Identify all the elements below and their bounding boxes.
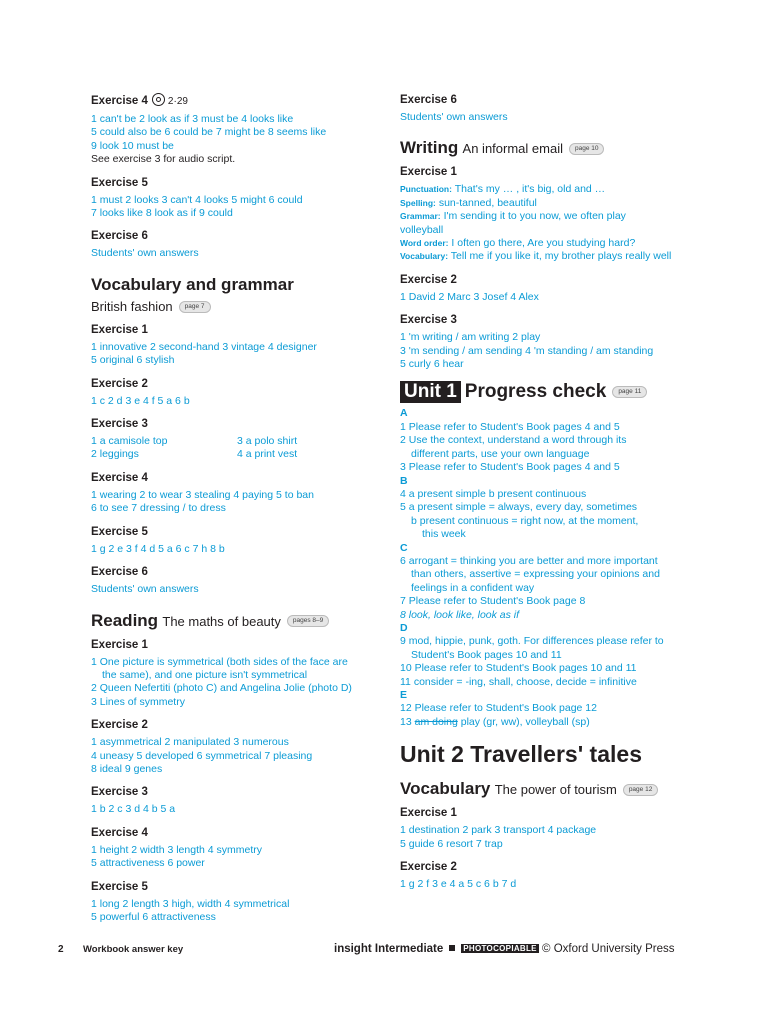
audio-cd-icon <box>152 93 165 106</box>
answer-text: play (gr, ww), volleyball (sp) <box>460 715 590 728</box>
answer-line: 12 Please refer to Student's Book page 12 <box>400 702 597 715</box>
group-letter: B <box>400 474 408 487</box>
answer-line: 3 'm sending / am sending 4 'm standing / am standing <box>400 344 654 357</box>
answer-line: 5 guide 6 resort 7 trap <box>400 837 503 850</box>
rd-exercise-2 <box>91 718 383 776</box>
page-tag: pages 8–9 <box>287 615 329 627</box>
section-writing <box>400 138 700 159</box>
answer-line: 1 c 2 d 3 e 4 f 5 a 6 b <box>91 394 190 407</box>
exercise-heading: Exercise 3 <box>91 418 148 431</box>
answer-line: 4 uneasy 5 developed 6 symmetrical 7 pleasing <box>91 749 313 762</box>
section-title: Vocabulary and grammar <box>91 274 294 294</box>
photocopiable-badge: PHOTOCOPIABLE <box>463 944 537 953</box>
wr-exercise-1 <box>400 165 700 263</box>
answer-line: 1 Please refer to Student's Book pages 4 and 5 <box>400 420 620 433</box>
exercise-heading: Exercise 3 <box>400 314 457 327</box>
page-footer <box>58 944 688 960</box>
answer-line: 1 height 2 width 3 length 4 symmetry <box>91 843 263 856</box>
section-subtitle: The maths of beauty <box>162 613 281 629</box>
answer-text: That's my … , it's big, old and … <box>454 183 606 196</box>
rd-exercise-5 <box>91 880 383 925</box>
keyword: Punctuation: <box>400 184 452 195</box>
page-tag: page 10 <box>569 143 605 155</box>
section-subtitle: British fashion <box>91 298 173 314</box>
exercise-6 <box>91 229 383 260</box>
exercise-heading: Exercise 1 <box>91 323 148 336</box>
exercise-heading: Exercise 4 <box>91 95 148 107</box>
rd-exercise-4 <box>91 826 383 871</box>
page-tag: page 7 <box>179 301 211 313</box>
answer-line: 6 arrogant = thinking you are better and more important <box>400 554 658 567</box>
answer-line: 5 attractiveness 6 power <box>91 857 205 870</box>
progress-check-answers <box>400 407 700 729</box>
answer-line: 1 'm writing / am writing 2 play <box>400 331 541 344</box>
answer-line: 5 powerful 6 attractiveness <box>91 910 216 923</box>
answer-line: than others, assertive = expressing your opinions and <box>411 568 660 581</box>
answer-number: 13 <box>400 715 412 728</box>
section-progress-check <box>400 381 700 403</box>
answer-line: 7 looks like 8 look as if 9 could <box>91 207 233 220</box>
answer-line: 8 ideal 9 genes <box>91 762 163 775</box>
answer-line: Students' own answers <box>91 583 199 596</box>
answer-line: 1 wearing 2 to wear 3 stealing 4 paying 5 to ban <box>91 488 314 501</box>
answer-line: 1 g 2 e 3 f 4 d 5 a 6 c 7 h 8 b <box>91 542 225 555</box>
exercise-heading: Exercise 1 <box>91 638 148 651</box>
exercise-heading: Exercise 1 <box>400 166 457 179</box>
exercise-heading: Exercise 4 <box>91 471 148 484</box>
answer-line: 1 can't be 2 look as if 3 must be 4 looks like <box>91 113 294 125</box>
answer-line: 5 original 6 stylish <box>91 354 175 367</box>
group-letter: E <box>400 689 408 701</box>
section-title: Reading <box>91 610 159 630</box>
vg-exercise-3 <box>91 417 383 462</box>
answer-line: 11 consider = -ing, shall, choose, decide = infinitive <box>400 675 637 688</box>
answer-line: 1 innovative 2 second-hand 3 vintage 4 designer <box>91 340 317 353</box>
unit-2-title: Unit 2 Travellers' tales <box>400 741 642 768</box>
section-subtitle: An informal email <box>462 141 563 157</box>
section-title: Progress check <box>464 381 607 403</box>
section-vocabulary <box>400 779 700 800</box>
answer-line: 2 Use the context, understand a word through its <box>400 434 627 447</box>
voc-exercise-2 <box>400 860 700 891</box>
page-number: 2 <box>58 944 64 955</box>
answer-line: this week <box>422 528 466 541</box>
vg-exercise-4 <box>91 471 383 516</box>
answer-line: 1 One picture is symmetrical (both sides of the face are <box>91 655 348 668</box>
exercise-heading: Exercise 2 <box>91 719 148 732</box>
audio-track: 2·29 <box>167 96 188 107</box>
answer-line: b present continuous = right now, at the moment, <box>411 514 639 527</box>
exercise-heading: Exercise 2 <box>400 861 457 874</box>
page-tag: page 12 <box>623 784 659 796</box>
keyword: Grammar: <box>400 211 441 222</box>
answer-line: 9 look 10 must be <box>91 139 174 152</box>
answer-line: Student's Book pages 10 and 11 <box>411 648 562 661</box>
answer-line: 10 Please refer to Student's Book pages 10 and 11 <box>400 662 637 675</box>
answer-line: 1 David 2 Marc 3 Josef 4 Alex <box>400 290 539 303</box>
answer-line: 1 asymmetrical 2 manipulated 3 numerous <box>91 736 289 749</box>
section-reading <box>91 611 383 632</box>
answer-line: 3 a polo shirt <box>237 435 298 448</box>
answer-line: 1 must 2 looks 3 can't 4 looks 5 might 6 could <box>91 193 303 206</box>
left-column <box>91 93 383 933</box>
exercise-heading: Exercise 1 <box>400 807 457 820</box>
answer-line: 2 leggings <box>91 448 139 461</box>
keyword: Spelling: <box>400 197 436 208</box>
wr-exercise-2 <box>400 273 700 304</box>
exercise-5 <box>91 176 383 221</box>
exercise-4 <box>91 93 383 167</box>
exercise-heading: Exercise 3 <box>91 786 148 799</box>
rd-exercise-3 <box>91 785 383 816</box>
voc-exercise-1 <box>400 806 700 851</box>
exercise-heading: Exercise 4 <box>91 826 148 839</box>
answer-line: 5 could also be 6 could be 7 might be 8 seems like <box>91 126 327 139</box>
answer-line: 1 long 2 length 3 high, width 4 symmetrical <box>91 897 290 910</box>
answer-line: 3 Lines of symmetry <box>91 695 185 708</box>
section-title: Vocabulary <box>400 779 491 799</box>
answer-text: I'm sending it to you now, we often play <box>443 210 626 223</box>
answer-line: 4 a print vest <box>237 448 298 461</box>
answer-line: different parts, use your own language <box>411 447 590 460</box>
struck-text: am doing <box>414 715 458 728</box>
unit-label: Unit 1 <box>400 381 461 403</box>
square-bullet-icon <box>449 945 455 951</box>
answer-line: 7 Please refer to Student's Book page 8 <box>400 595 586 608</box>
answer-line: the same), and one picture isn't symmetrical <box>102 668 308 681</box>
vg-exercise-1 <box>91 323 383 368</box>
answer-line: 1 destination 2 park 3 transport 4 package <box>400 824 597 837</box>
answer-line: 4 a present simple b present continuous <box>400 487 587 500</box>
answer-line: volleyball <box>400 223 444 236</box>
footer-key-label: Workbook answer key <box>83 944 184 955</box>
answer-line: 8 look, look like, look as if <box>400 608 520 621</box>
answer-line: 1 g 2 f 3 e 4 a 5 c 6 b 7 d <box>400 878 517 891</box>
keyword: Word order: <box>400 238 449 249</box>
section-title: Writing <box>400 138 459 158</box>
exercise-heading: Exercise 5 <box>91 525 148 538</box>
answer-line: Students' own answers <box>91 247 199 260</box>
answer-line: Students' own answers <box>400 111 508 123</box>
answer-line: 3 Please refer to Student's Book pages 4 and 5 <box>400 461 620 474</box>
exercise-heading: Exercise 6 <box>400 94 457 106</box>
section-vocabulary-grammar <box>91 275 383 317</box>
group-letter: C <box>400 541 408 554</box>
exercise-heading: Exercise 2 <box>400 273 457 286</box>
brand-name: insight Intermediate <box>334 943 444 955</box>
wr-exercise-3 <box>400 313 700 371</box>
answer-text: Tell me if you like it, my brother plays really well <box>450 250 672 263</box>
answer-line: 2 Queen Nefertiti (photo C) and Angelina Jolie (photo D) <box>91 682 352 695</box>
answer-line: 5 a present simple = always, every day, sometimes <box>400 501 638 514</box>
answer-line: 1 a camisole top <box>91 435 168 448</box>
answer-line: feelings in a confident way <box>411 581 535 594</box>
exercise-6 <box>400 93 700 124</box>
section-subtitle: The power of tourism <box>494 782 617 798</box>
vg-exercise-5 <box>91 525 383 556</box>
rd-exercise-1 <box>91 638 383 710</box>
exercise-heading: Exercise 2 <box>91 377 148 390</box>
right-column <box>400 93 700 900</box>
answer-line: 9 mod, hippie, punk, goth. For differences please refer to <box>400 635 664 648</box>
keyword: Vocabulary: <box>400 251 449 262</box>
answer-line: 6 to see 7 dressing / to dress <box>91 502 226 515</box>
exercise-heading: Exercise 5 <box>91 176 148 189</box>
exercise-heading: Exercise 5 <box>91 880 148 893</box>
answer-line: 5 curly 6 hear <box>400 358 464 371</box>
answer-text: I often go there, Are you studying hard? <box>451 237 636 250</box>
note: See exercise 3 for audio script. <box>91 153 236 166</box>
exercise-heading: Exercise 6 <box>91 566 148 579</box>
group-letter: A <box>400 407 408 420</box>
page-tag: page 11 <box>612 386 647 398</box>
vg-exercise-2 <box>91 377 383 408</box>
exercise-heading: Exercise 6 <box>91 230 148 243</box>
answer-line: 1 b 2 c 3 d 4 b 5 a <box>91 803 176 816</box>
answer-text: sun-tanned, beautiful <box>438 196 537 209</box>
group-letter: D <box>400 621 408 634</box>
vg-exercise-6 <box>91 565 383 596</box>
publisher: © Oxford University Press <box>542 943 675 955</box>
